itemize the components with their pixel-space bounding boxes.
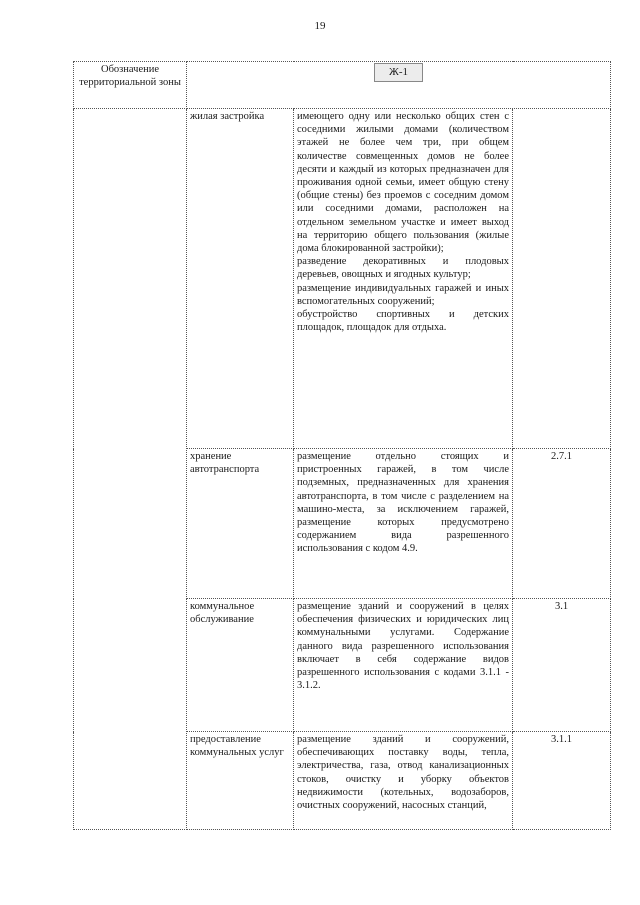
zone-code-cell — [187, 62, 611, 109]
table-header-row — [74, 62, 611, 109]
zone-column-cell — [74, 109, 187, 830]
use-description — [294, 732, 513, 830]
description-paragraph: обустройство спортивных и детских площадок, площадок для отдыха. — [297, 309, 509, 334]
use-code: 3.1 — [513, 599, 611, 732]
use-description — [294, 109, 513, 449]
zone-code-badge: Ж-1 — [374, 63, 423, 82]
use-name: хранение автотранспорта — [187, 449, 294, 599]
use-description — [294, 449, 513, 599]
use-name: коммунальное обслуживание — [187, 599, 294, 732]
use-code — [513, 109, 611, 449]
use-name: предоставление коммунальных услуг — [187, 732, 294, 830]
use-description — [294, 599, 513, 732]
description-paragraph: размещение зданий и сооружений в целях обеспечения физических и юридических лиц коммунальными услугами. Содержание данного вида разрешенного использования включает в себя содержание видов разрешенного использования с кодами 3.1.1 - 3.1.2. — [297, 601, 509, 692]
description-paragraph: имеющего одну или несколько общих стен с соседними жилыми домами (количеством этажей не более чем три, при общем количестве совмещенных домов не более десяти и каждый из которых предназначен для проживания одной семьи, имеет общую стену (общие стены) без проемов с соседним домом или соседними домами, расположен на отдельном земельном участке и имеет выход на территорию общего пользования (жилые дома блокированной застройки); — [297, 111, 509, 255]
table-row — [74, 109, 611, 449]
use-code: 3.1.1 — [513, 732, 611, 830]
page-number: 19 — [314, 20, 326, 32]
description-paragraph: размещение отдельно стоящих и пристроенных гаражей, в том числе подземных, предназначенных для хранения автотранспорта, в том числе с разделением на машино-места, за исключением гаражей, размещение которых предусмотрено содержанием вида разрешенного использования с кодом 4.9. — [297, 451, 509, 555]
description-paragraph: разведение декоративных и плодовых деревьев, овощных и ягодных культур; — [297, 256, 509, 281]
description-paragraph: размещение зданий и сооружений, обеспечивающих поставку воды, тепла, электричества, газа, отвод канализационных стоков, очистку и уборку объектов недвижимости (котельных, водозаборов, очистных сооружений, насосных станций, — [297, 734, 509, 812]
zone-designation-header: Обозначение территориальной зоны — [74, 62, 187, 109]
use-name: жилая застройка — [187, 109, 294, 449]
description-paragraph: размещение индивидуальных гаражей и иных вспомогательных сооружений; — [297, 282, 509, 307]
land-use-table — [73, 61, 611, 830]
use-code: 2.7.1 — [513, 449, 611, 599]
